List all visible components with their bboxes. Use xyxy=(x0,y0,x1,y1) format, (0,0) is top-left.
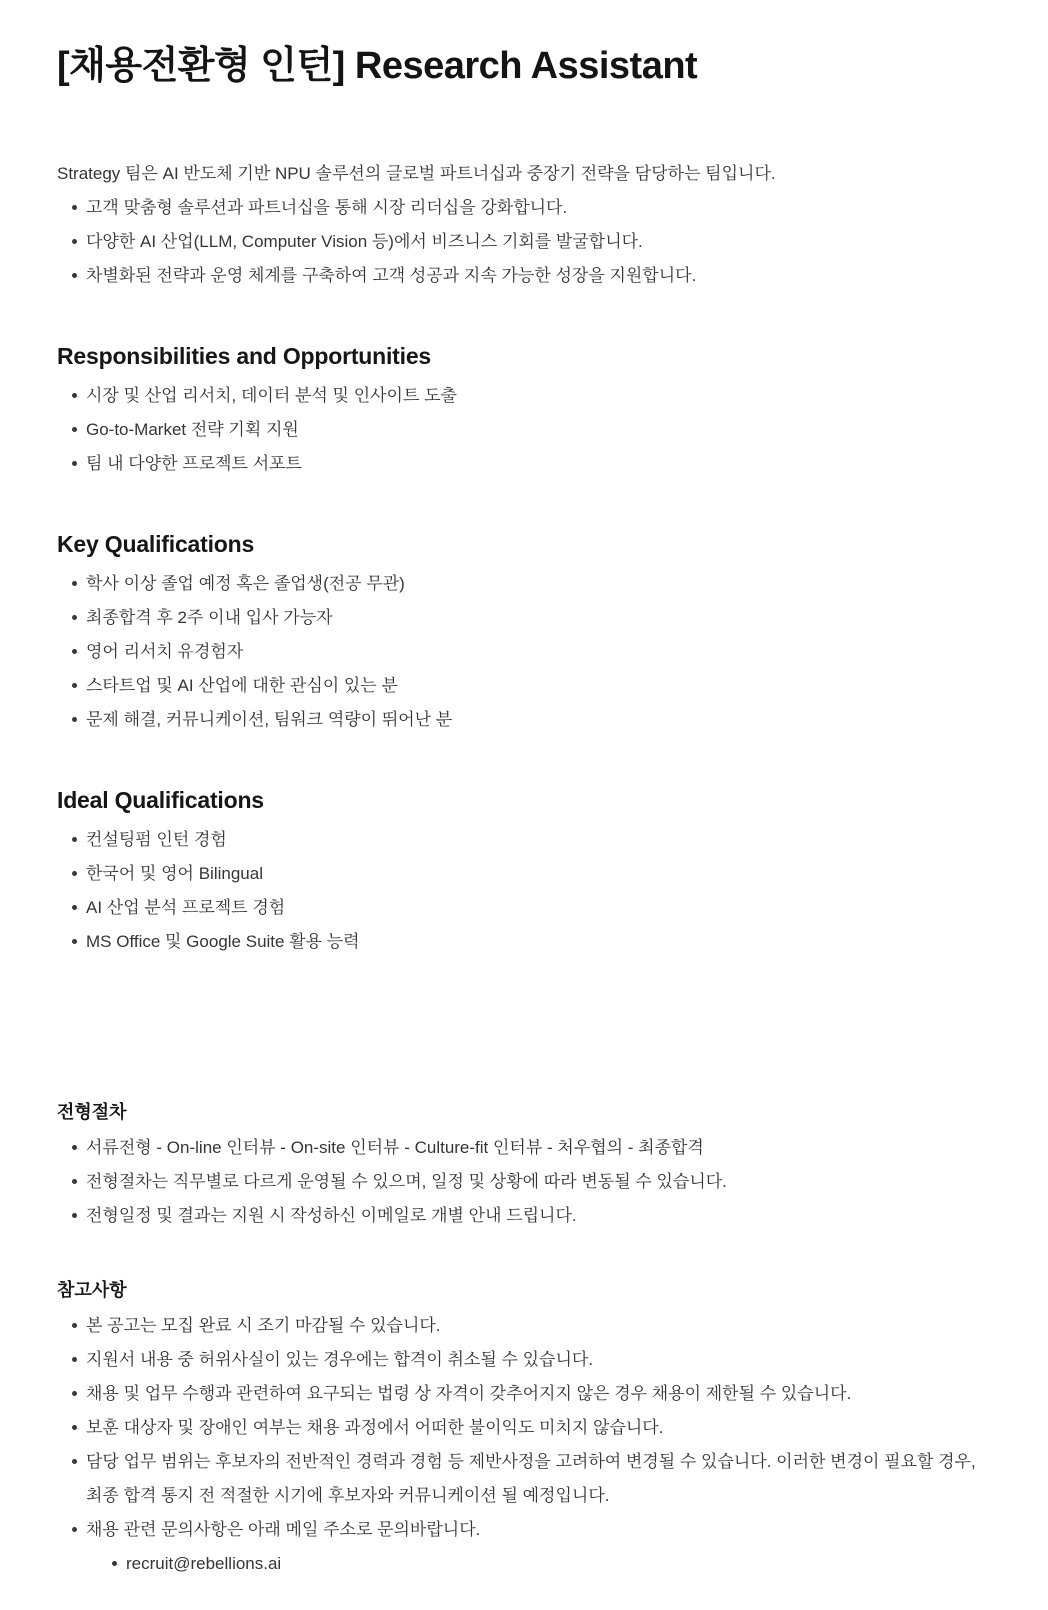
bullet-icon xyxy=(72,1323,77,1328)
list-item-text: 채용 및 업무 수행과 관련하여 요구되는 법령 상 자격이 갖추어지지 않은 경우 채용이 제한될 수 있습니다. xyxy=(86,1384,852,1403)
list-item xyxy=(57,669,991,703)
list-item xyxy=(57,823,991,857)
bullet-icon xyxy=(72,1145,77,1150)
section-heading: 전형절차 xyxy=(57,1102,127,1122)
bullet-icon xyxy=(72,239,77,244)
list-item xyxy=(57,1165,991,1199)
list-item xyxy=(57,1199,991,1233)
list-item-text: 담당 업무 범위는 후보자의 전반적인 경력과 경험 등 제반사정을 고려하여 변경될 수 있습니다. 이러한 변경이 필요할 경우, 최종 합격 통지 전 적절한 시기에 후보자와 커뮤니케이션 될 예정입니다. xyxy=(86,1452,976,1505)
list-item-text: 지원서 내용 중 허위사실이 있는 경우에는 합격이 취소될 수 있습니다. xyxy=(86,1350,594,1369)
list-item xyxy=(57,1309,991,1343)
list-item xyxy=(57,191,991,225)
list-item xyxy=(57,413,991,447)
list-item xyxy=(57,703,991,737)
list-item xyxy=(86,1547,991,1581)
contact-email: recruit@rebellions.ai xyxy=(126,1554,282,1573)
list-item-text: 한국어 및 영어 Bilingual xyxy=(86,864,263,883)
bullet-icon xyxy=(72,1213,77,1218)
list-item xyxy=(57,891,991,925)
bullet-icon xyxy=(72,837,77,842)
list-item-text: 최종합격 후 2주 이내 입사 가능자 xyxy=(86,608,333,627)
team-intro-text: Strategy 팀은 AI 반도체 기반 NPU 솔루션의 글로벌 파트너십과 중장기 전략을 담당하는 팀입니다. xyxy=(57,164,776,183)
bullet-icon xyxy=(72,1391,77,1396)
bullet-icon xyxy=(72,1425,77,1430)
page-title: [채용전환형 인턴] Research Assistant xyxy=(57,45,698,87)
team-intro-list xyxy=(57,191,991,293)
list-item-text: AI 산업 분석 프로젝트 경험 xyxy=(86,898,286,917)
empty-space xyxy=(57,959,991,1055)
list-item xyxy=(57,259,991,293)
list-item-text: 전형절차는 직무별로 다르게 운영될 수 있으며, 일정 및 상황에 따라 변동될 수 있습니다. xyxy=(86,1172,727,1191)
bullet-icon xyxy=(112,1561,117,1566)
list-item xyxy=(57,1445,991,1513)
bullet-icon xyxy=(72,905,77,910)
bullet-icon xyxy=(72,581,77,586)
list-item xyxy=(57,1513,991,1581)
section-notes xyxy=(57,1277,991,1581)
section-heading: 참고사항 xyxy=(57,1280,127,1300)
list-item-text: 영어 리서치 유경험자 xyxy=(86,642,244,661)
section-heading: Key Qualifications xyxy=(57,531,255,557)
section-process xyxy=(57,1099,991,1233)
list-item xyxy=(57,1131,991,1165)
bullet-icon xyxy=(72,1527,77,1532)
list-item xyxy=(57,601,991,635)
list-item-text: 스타트업 및 AI 산업에 대한 관심이 있는 분 xyxy=(86,676,398,695)
list-item-text: 채용 관련 문의사항은 아래 메일 주소로 문의바랍니다. xyxy=(86,1520,481,1539)
ideal-qualifications-list xyxy=(57,823,991,959)
list-item-text: Go-to-Market 전략 기획 지원 xyxy=(86,420,299,439)
contact-list xyxy=(86,1547,991,1581)
list-item xyxy=(57,225,991,259)
list-item-text: MS Office 및 Google Suite 활용 능력 xyxy=(86,932,360,951)
list-item-text: 고객 맞춤형 솔루션과 파트너십을 통해 시장 리더십을 강화합니다. xyxy=(86,198,568,217)
responsibilities-list xyxy=(57,379,991,481)
section-heading: Ideal Qualifications xyxy=(57,787,264,813)
section-heading: Responsibilities and Opportunities xyxy=(57,343,432,369)
list-item xyxy=(57,857,991,891)
bullet-icon xyxy=(72,393,77,398)
list-item-text: 본 공고는 모집 완료 시 조기 마감될 수 있습니다. xyxy=(86,1316,441,1335)
list-item xyxy=(57,925,991,959)
bullet-icon xyxy=(72,205,77,210)
list-item-text: 시장 및 산업 리서치, 데이터 분석 및 인사이트 도출 xyxy=(86,386,457,405)
bullet-icon xyxy=(72,649,77,654)
section-ideal-qualifications xyxy=(57,785,991,959)
list-item-text: 전형일정 및 결과는 지원 시 작성하신 이메일로 개별 안내 드립니다. xyxy=(86,1206,577,1225)
list-item-text: 다양한 AI 산업(LLM, Computer Vision 등)에서 비즈니스 기회를 발굴합니다. xyxy=(86,232,643,251)
list-item-text: 차별화된 전략과 운영 체계를 구축하여 고객 성공과 지속 가능한 성장을 지원합니다. xyxy=(86,266,697,285)
section-responsibilities xyxy=(57,341,991,481)
list-item xyxy=(57,635,991,669)
section-key-qualifications xyxy=(57,529,991,737)
notes-list xyxy=(57,1309,991,1581)
process-list xyxy=(57,1131,991,1233)
list-item-text: 보훈 대상자 및 장애인 여부는 채용 과정에서 어떠한 불이익도 미치지 않습니다. xyxy=(86,1418,664,1437)
section-team-intro xyxy=(57,160,991,293)
list-item xyxy=(57,379,991,413)
list-item-text: 문제 해결, 커뮤니케이션, 팀워크 역량이 뛰어난 분 xyxy=(86,710,453,729)
list-item xyxy=(57,1343,991,1377)
bullet-icon xyxy=(72,427,77,432)
bullet-icon xyxy=(72,871,77,876)
list-item-text: 팀 내 다양한 프로젝트 서포트 xyxy=(86,454,302,473)
bullet-icon xyxy=(72,717,77,722)
list-item xyxy=(57,567,991,601)
list-item-text: 학사 이상 졸업 예정 혹은 졸업생(전공 무관) xyxy=(86,574,405,593)
bullet-icon xyxy=(72,1459,77,1464)
bullet-icon xyxy=(72,1179,77,1184)
key-qualifications-list xyxy=(57,567,991,737)
bullet-icon xyxy=(72,615,77,620)
bullet-icon xyxy=(72,461,77,466)
bullet-icon xyxy=(72,273,77,278)
bullet-icon xyxy=(72,939,77,944)
bullet-icon xyxy=(72,683,77,688)
bullet-icon xyxy=(72,1357,77,1362)
list-item xyxy=(57,447,991,481)
list-item xyxy=(57,1411,991,1445)
list-item-text: 컨설팅펌 인턴 경험 xyxy=(86,830,227,849)
list-item-text: 서류전형 - On-line 인터뷰 - On-site 인터뷰 - Culture-fit 인터뷰 - 처우협의 - 최종합격 xyxy=(86,1138,704,1157)
list-item xyxy=(57,1377,991,1411)
